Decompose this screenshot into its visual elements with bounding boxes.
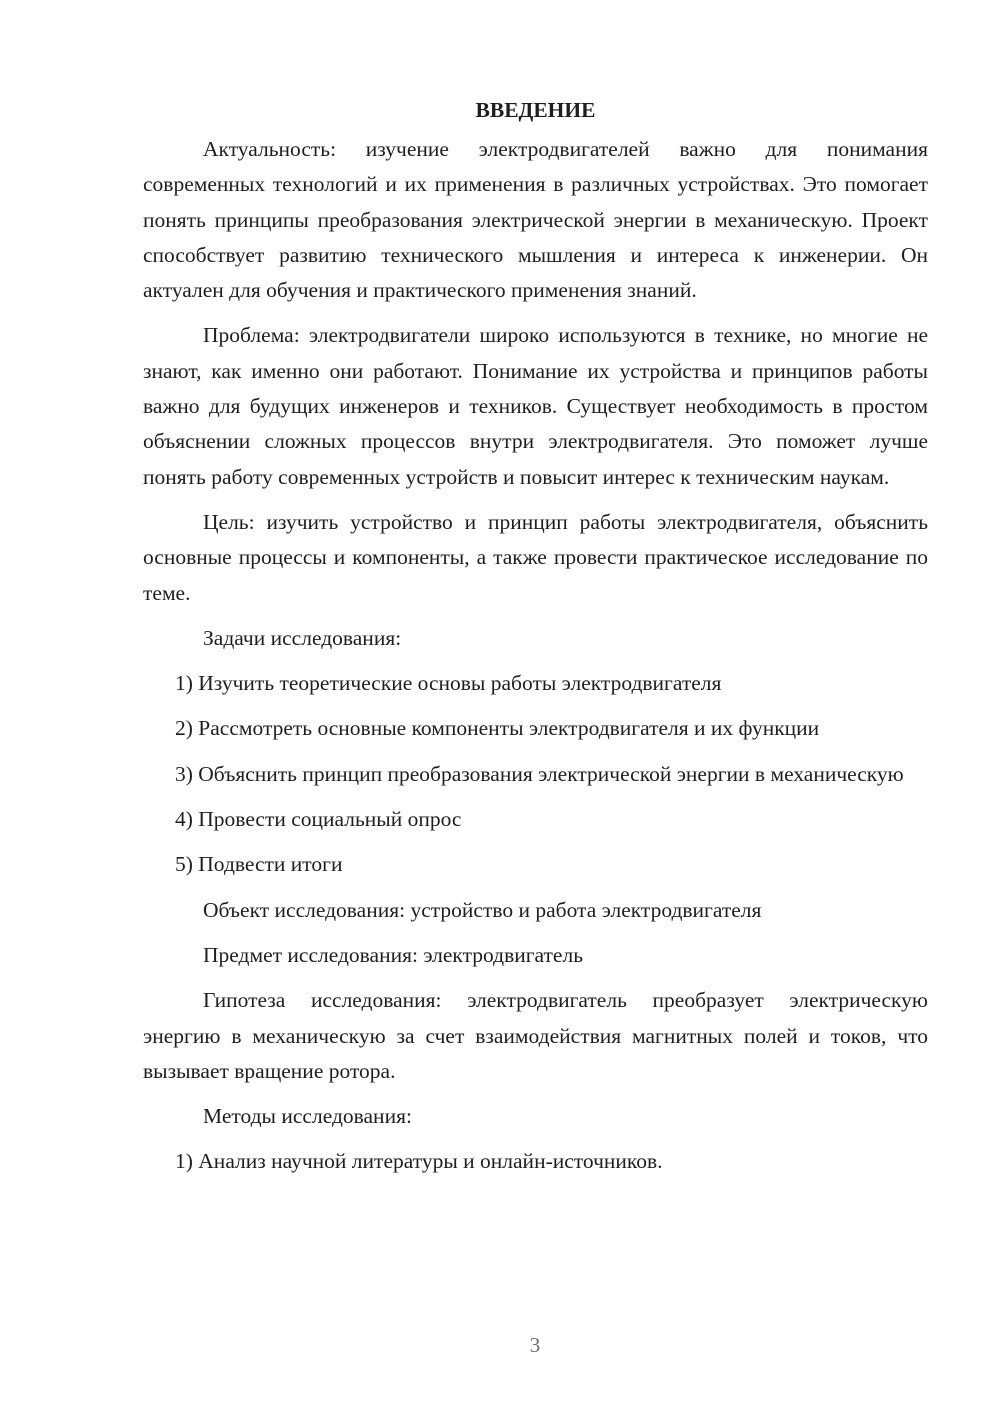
problem-paragraph: Проблема: электродвигатели широко используются в технике, но многие не знают, как именно они работают. Понимание их устройства и принципов работы важно для будущих инженеров и техников. Существует необходимость в простом объяснении сложных процессов внутри электродвигателя. Это поможет лучше понять работу современных устройств и повысит интерес к техническим наукам. — [143, 323, 928, 489]
task-item: 1) Изучить теоретические основы работы электродвигателя — [175, 671, 722, 696]
object-paragraph: Объект исследования: устройство и работа электродвигателя — [203, 897, 762, 922]
page-number: 3 — [529, 1333, 541, 1357]
task-item: 2) Рассмотреть основные компоненты электродвигателя и их функции — [175, 716, 820, 741]
subject-paragraph: Предмет исследования: электродвигатель — [203, 942, 584, 967]
document-page — [143, 92, 928, 1190]
method-item: 1) Анализ научной литературы и онлайн-источников. — [175, 1149, 663, 1174]
hypothesis-paragraph: Гипотеза исследования: электродвигатель преобразует электрическую энергию в механическую за счет взаимодействия магнитных полей и токов, что вызывает вращение ротора. — [143, 988, 928, 1083]
task-item: 5) Подвести итоги — [175, 852, 343, 877]
section-title: ВВЕДЕНИЕ — [475, 98, 596, 122]
goal-paragraph: Цель: изучить устройство и принцип работы электродвигателя, объяснить основные процессы и компоненты, а также провести практическое исследование по теме. — [143, 509, 928, 605]
task-item: 3) Объяснить принцип преобразования электрической энергии в механическую — [175, 761, 904, 786]
task-item: 4) Провести социальный опрос — [175, 807, 462, 832]
relevance-paragraph: Актуальность: изучение электродвигателей важно для понимания современных технологий и их применения в различных устройствах. Это помогает понять принципы преобразования электрической энергии в механическую. Проект способствует развитию технического мышления и интереса к инженерии. Он актуален для обучения и практического применения знаний. — [143, 137, 928, 303]
methods-heading: Методы исследования: — [203, 1104, 412, 1129]
tasks-heading: Задачи исследования: — [203, 625, 402, 650]
